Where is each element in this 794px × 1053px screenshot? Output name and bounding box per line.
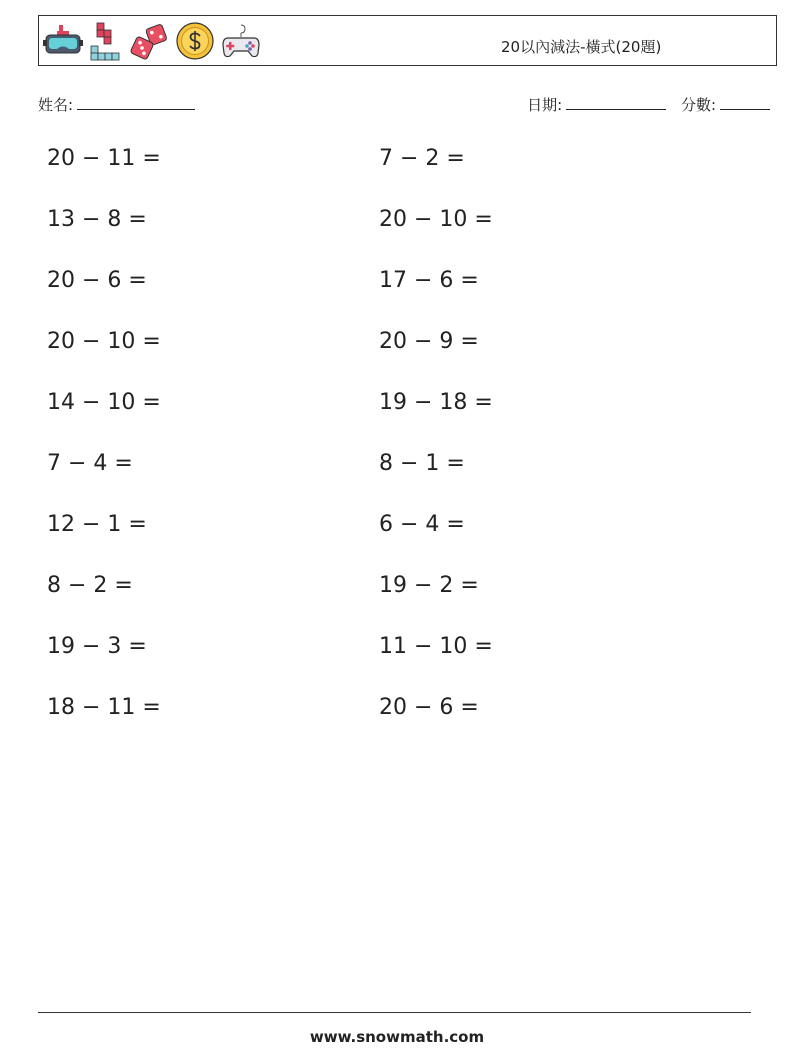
problem-row <box>47 695 727 756</box>
vr-headset-icon <box>43 23 83 59</box>
problem-row <box>47 390 727 451</box>
date-score-fields <box>527 93 770 115</box>
problem-item: 12 − 1 = <box>47 512 147 537</box>
problem-row <box>47 573 727 634</box>
score-blank[interactable] <box>720 93 770 110</box>
problem-row <box>47 268 727 329</box>
worksheet-title: 20以內減法-橫式(20題) <box>501 38 662 56</box>
problem-row <box>47 329 727 390</box>
problem-item: 7 − 4 = <box>47 451 133 476</box>
dice-icon <box>129 21 169 61</box>
problem-item: 19 − 2 = <box>379 573 479 598</box>
problem-item: 19 − 18 = <box>379 390 493 415</box>
problem-item: 14 − 10 = <box>47 390 161 415</box>
problem-item: 20 − 10 = <box>379 207 493 232</box>
problem-row <box>47 451 727 512</box>
header-icons <box>43 21 261 61</box>
problem-item: 6 − 4 = <box>379 512 465 537</box>
problem-item: 20 − 6 = <box>379 695 479 720</box>
problem-item: 20 − 10 = <box>47 329 161 354</box>
score-label: 分數: <box>680 96 716 114</box>
name-field[interactable] <box>38 93 195 115</box>
problem-row <box>47 207 727 268</box>
footer-url[interactable]: www.snowmath.com <box>309 1028 485 1046</box>
problem-item: 20 − 6 = <box>47 268 147 293</box>
gamepad-icon <box>221 21 261 61</box>
worksheet-header <box>38 15 777 66</box>
date-label: 日期: <box>527 96 563 114</box>
dollar-coin-icon <box>175 21 215 61</box>
name-blank[interactable] <box>77 93 195 110</box>
problem-list <box>47 146 727 756</box>
tetris-blocks-icon <box>89 21 123 61</box>
problem-item: 7 − 2 = <box>379 146 465 171</box>
problem-row <box>47 146 727 207</box>
problem-item: 11 − 10 = <box>379 634 493 659</box>
problem-item: 8 − 1 = <box>379 451 465 476</box>
footer-divider <box>38 1012 751 1013</box>
problem-item: 19 − 3 = <box>47 634 147 659</box>
problem-item: 17 − 6 = <box>379 268 479 293</box>
problem-row <box>47 512 727 573</box>
student-info-row <box>38 93 770 115</box>
problem-item: 18 − 11 = <box>47 695 161 720</box>
problem-item: 8 − 2 = <box>47 573 133 598</box>
problem-item: 13 − 8 = <box>47 207 147 232</box>
name-label: 姓名: <box>38 96 74 114</box>
problem-item: 20 − 9 = <box>379 329 479 354</box>
problem-item: 20 − 11 = <box>47 146 161 171</box>
problem-row <box>47 634 727 695</box>
date-blank[interactable] <box>566 93 666 110</box>
